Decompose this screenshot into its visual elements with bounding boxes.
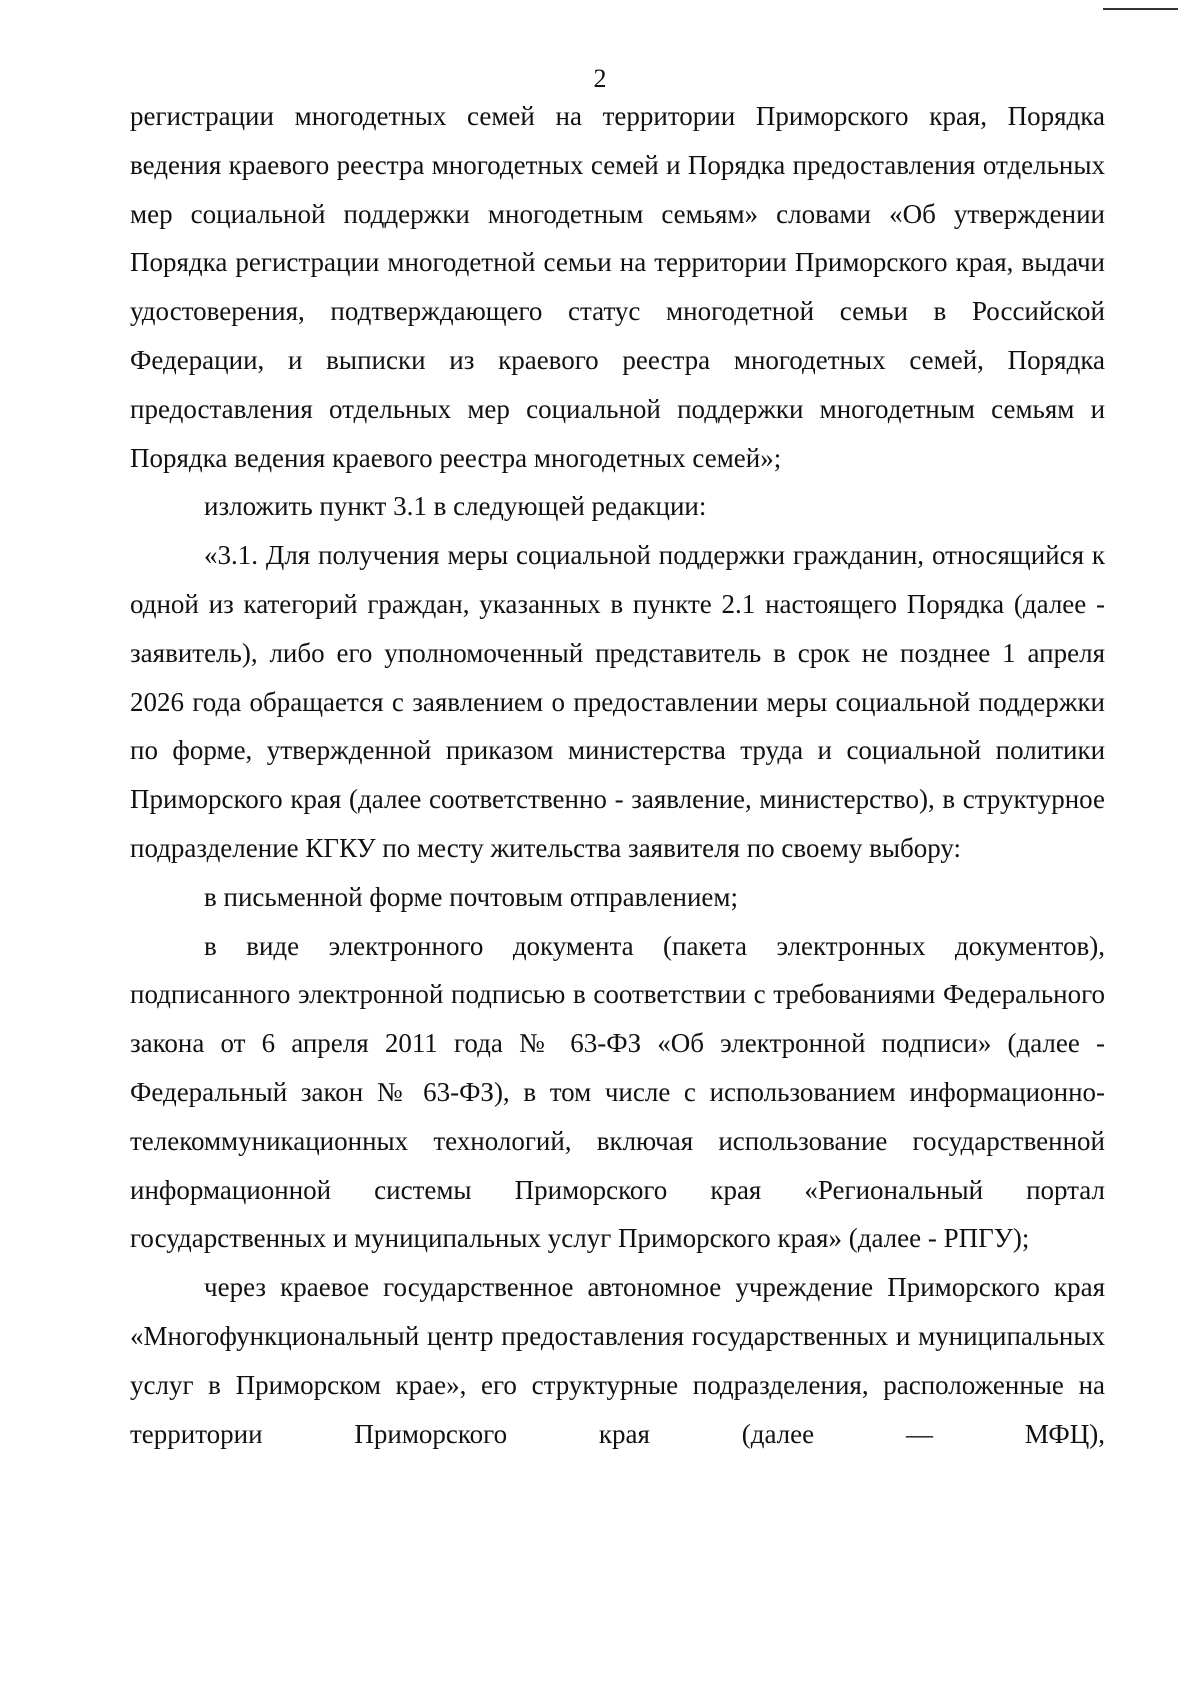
text-line: «3.1. Для получения меры социальной поддержки гражданин, — [204, 540, 925, 571]
text-line: представитель в срок не позднее 1 апреля 2026 года обращается с заявлением — [130, 637, 1105, 717]
scan-corner-line — [1103, 8, 1178, 10]
text-line: изложить пункт 3.1 в следующей редакции: — [204, 491, 707, 522]
text-line: подписанного электронной подписью в соответствии с требованиями — [130, 979, 936, 1010]
text-line: и муниципальных услуг в Приморском крае», его структурные подразделения, — [130, 1320, 1106, 1400]
text-line: подписи» (далее - Федеральный закон № 63-ФЗ), в том числе с — [130, 1028, 1106, 1107]
text-line: многодетной семьи в Российской Федерации, и выписки из краевого реестра — [130, 296, 1106, 375]
document-body — [130, 92, 1105, 1458]
text-line: о предоставлении меры социальной поддержки по форме, утвержденной — [130, 686, 1106, 766]
paragraph-postal — [130, 873, 1105, 922]
text-line: (далее соответственно - заявление, министерство), в структурное — [349, 784, 1105, 815]
text-line: в письменной форме почтовым отправлением; — [204, 881, 738, 912]
text-line: края «Многофункциональный центр предоставления государственных — [130, 1272, 1106, 1351]
text-line: многодетных семей, Порядка предоставления отдельных мер социальной — [130, 344, 1106, 424]
text-line: услуг Приморского края» (далее - РПГУ); — [547, 1223, 1030, 1254]
text-line: Приморского края «Региональный портал государственных и муниципальных — [130, 1174, 1105, 1254]
paragraph-title-amendment — [130, 92, 1105, 482]
text-line: включая использование государственной информационной системы — [130, 1125, 1105, 1205]
text-line: через краевое государственное автономное учреждение Приморского — [204, 1272, 1040, 1303]
text-line: Приморского края, выдачи удостоверения, подтверждающего статус — [130, 247, 1106, 327]
paragraph-mfc — [130, 1263, 1105, 1458]
text-line: приказом министерства труда и социальной политики Приморского края — [130, 735, 1106, 815]
text-line: регистрации многодетных семей на территории Приморского края, Порядка — [130, 101, 1105, 131]
text-line: Федерального закона от 6 апреля 2011 года № 63-ФЗ «Об электронной — [130, 979, 1105, 1059]
text-line: настоящего Порядка (далее - заявитель), либо его уполномоченный — [130, 588, 1106, 668]
paragraph-clause-3-1 — [130, 531, 1105, 873]
paragraph-electronic — [130, 922, 1105, 1264]
paragraph-instruction — [130, 482, 1105, 531]
text-line: относящийся к одной из категорий граждан, указанных в пункте 2.1 — [130, 540, 1106, 619]
text-line: отдельных мер социальной поддержки многодетным семьям» словами «Об — [130, 149, 1105, 229]
text-line: поддержки многодетным семьям и Порядка ведения краевого реестра — [130, 393, 1106, 473]
text-line: расположенные на территории Приморского края (далее — МФЦ), — [130, 1369, 1105, 1449]
text-line: многодетных семей»; — [533, 442, 782, 473]
text-line: подразделение КГКУ по месту жительства заявителя по своему выбору: — [130, 832, 962, 863]
text-line: ведения краевого реестра многодетных семей и Порядка предоставления — [130, 149, 976, 180]
text-line: использованием информационно-телекоммуникационных технологий, — [130, 1076, 1106, 1156]
page-number: 2 — [593, 64, 607, 93]
text-line: в виде электронного документа (пакета электронных документов), — [204, 930, 1105, 961]
text-line: утверждении Порядка регистрации многодетной семьи на территории — [130, 198, 1106, 278]
